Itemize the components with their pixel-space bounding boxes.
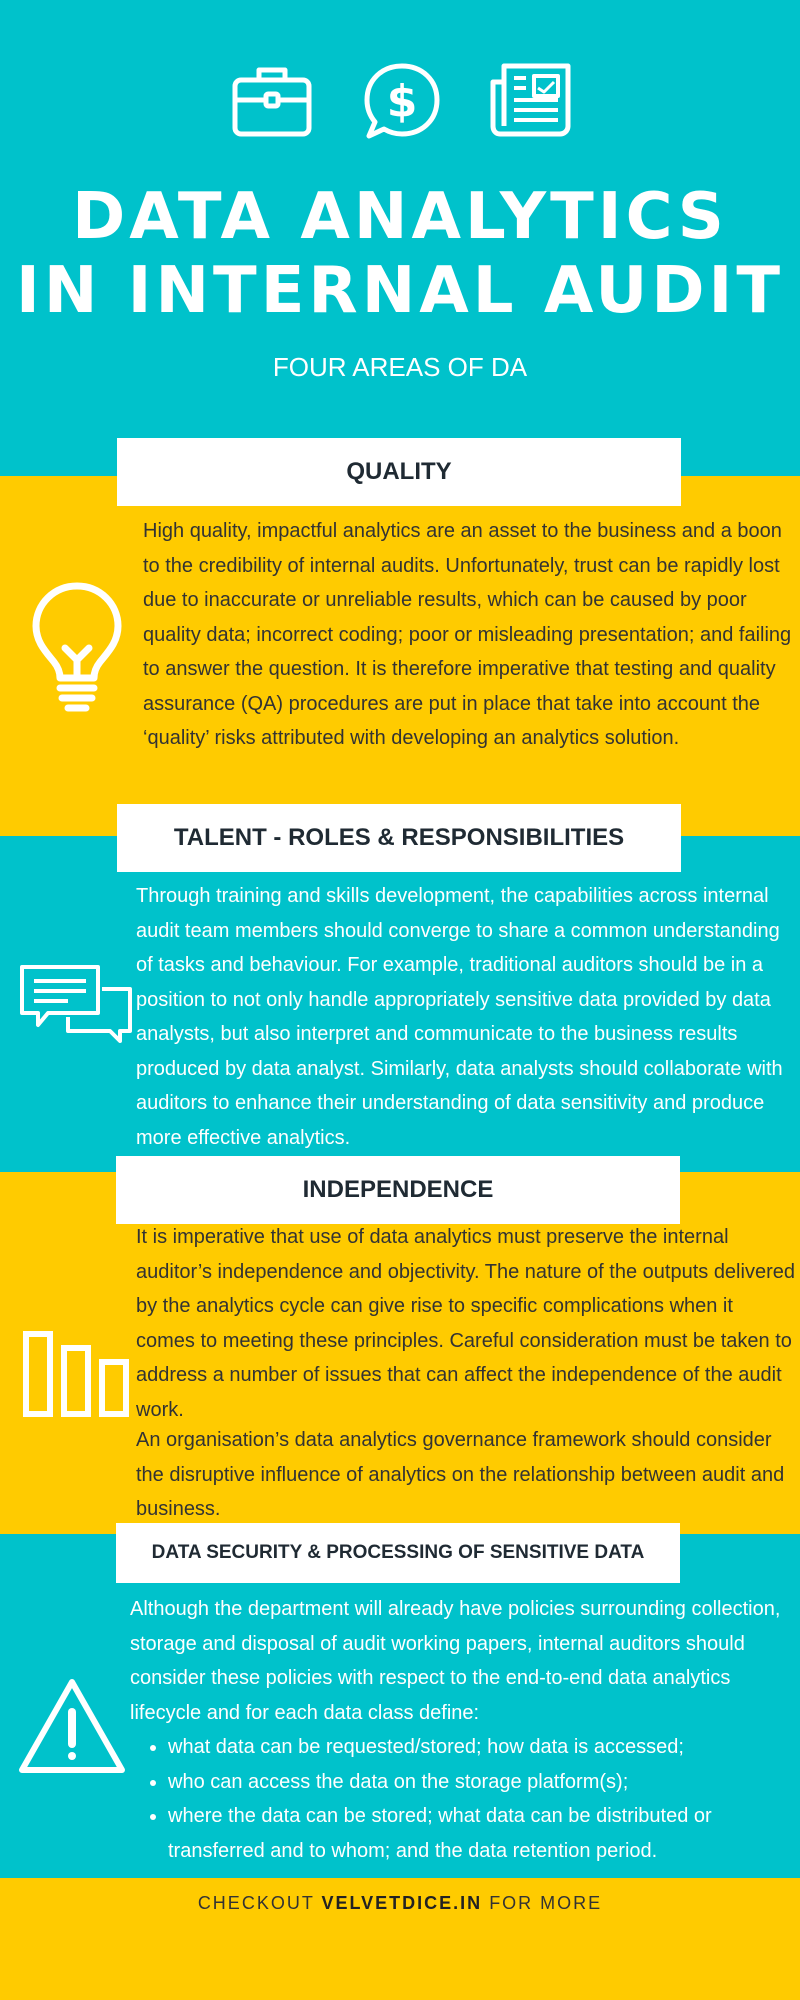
lightbulb-icon	[30, 580, 124, 714]
quality-text: High quality, impactful analytics are an asset to the business and a boon to the credibility of internal audits. Unfortunately, trust can be rapidly lost due to inaccurate or unreliable results, which can be caused by poor quality data; incorrect coding; poor or misleading presentation; and failing to answer the question. It is therefore imperative that testing and quality assurance (QA) procedures are put in place that take into account the ‘quality’ risks attributed with developing an analytics solution.	[143, 520, 792, 749]
independence-header	[116, 1156, 680, 1224]
page-title	[0, 180, 800, 328]
security-text: Although the department will already have policies surrounding collection, storage and disposal of audit working papers, internal auditors should consider these policies with respect to the end-to-end data analytics lifecycle and for each data class define:	[130, 1598, 781, 1724]
security-bullet-list	[130, 1730, 795, 1868]
list-item: • where the data can be stored; what data can be distributed or transferred and to whom; and the data retention period.	[168, 1799, 795, 1868]
dollar-chat-icon	[363, 62, 441, 142]
talent-header	[117, 804, 681, 872]
footer-cta	[0, 1893, 800, 1914]
warning-icon	[16, 1676, 128, 1776]
title-line-1: DATA ANALYTICS	[72, 180, 728, 254]
independence-title: INDEPENDENCE	[302, 1176, 494, 1203]
title-line-2: IN INTERNAL AUDIT	[16, 254, 784, 328]
chat-bubbles-icon	[20, 965, 132, 1043]
security-header	[116, 1523, 680, 1583]
talent-text: Through training and skills development, the capabilities across internal audit team members should converge to share a common understanding of tasks and behaviour. For example, traditional auditors should be in a position to not only handle appropriately sensitive data provided by data analysts, but also interpret and communicate to the business results produced by data analyst. Similarly, data analysts should collaborate with auditors to enhance their understanding of data sensitivity and produce more effective analytics.	[136, 885, 783, 1149]
page-subtitle: FOUR AREAS OF DA	[272, 352, 528, 382]
svg-text:$: $	[386, 76, 418, 127]
quality-title: QUALITY	[346, 458, 452, 485]
talent-title: TALENT - ROLES & RESPONSIBILITIES	[173, 824, 625, 851]
footer-link[interactable]: VELVETDICE.IN	[321, 1893, 483, 1913]
bar-chart-icon	[22, 1330, 130, 1418]
quality-header	[117, 438, 681, 506]
security-title: DATA SECURITY & PROCESSING OF SENSITIVE DATA	[151, 1542, 645, 1563]
independence-text-1: It is imperative that use of data analytics must preserve the internal auditor’s independence and objectivity. The nature of the outputs delivered by the analytics cycle can give rise to specific complications when it comes to meeting these principles. Careful consideration must be taken to address a number of issues that can affect the independence of the audit work.	[136, 1226, 795, 1421]
footer-prefix: CHECKOUT	[197, 1893, 322, 1913]
list-item: • who can access the data on the storage platform(s);	[168, 1765, 795, 1800]
header-icons	[0, 62, 800, 142]
list-item: • what data can be requested/stored; how data is accessed;	[168, 1730, 795, 1765]
independence-text-2: An organisation’s data analytics governance framework should consider the disruptive influence of analytics on the relationship between audit and business.	[136, 1429, 785, 1520]
newspaper-icon	[490, 62, 572, 138]
footer-suffix: FOR MORE	[482, 1893, 603, 1913]
briefcase-icon	[231, 62, 313, 138]
